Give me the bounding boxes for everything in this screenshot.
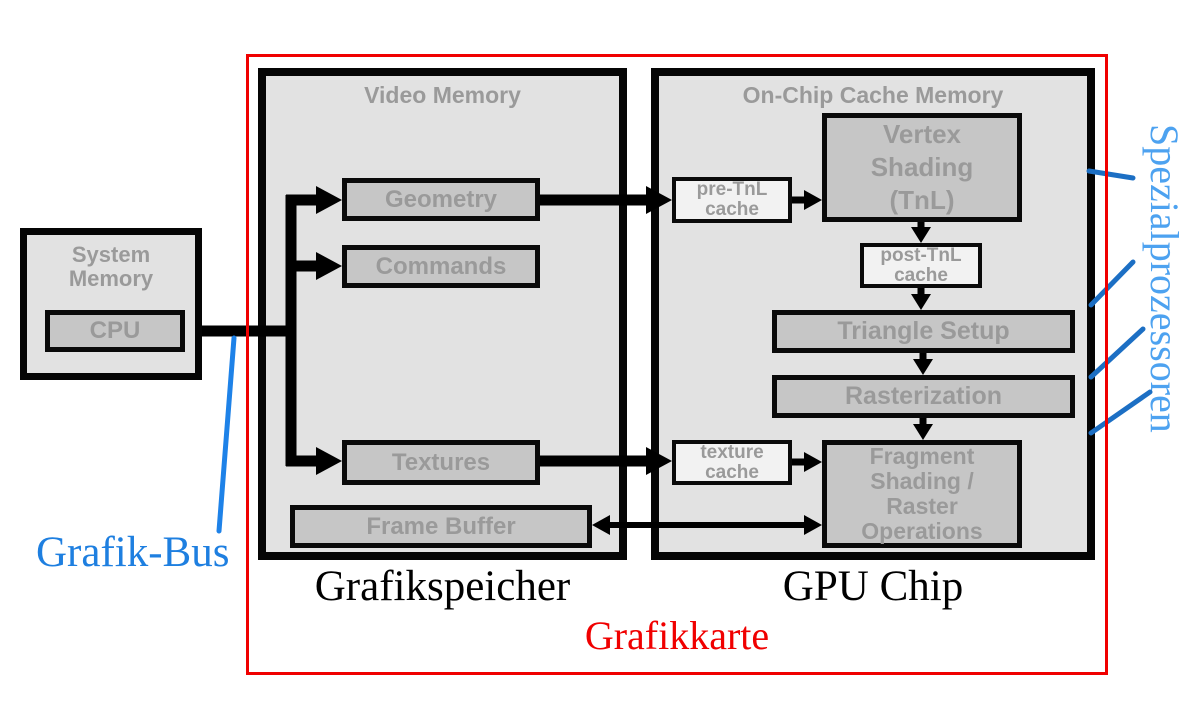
pre-tnl-cache-box: pre-TnL cache [672, 177, 792, 223]
geometry-box: Geometry [342, 178, 540, 221]
frame-buffer-box: Frame Buffer [290, 505, 592, 548]
post-tnl-cache-box: post-TnL cache [860, 243, 982, 288]
gpu-chip-title: On-Chip Cache Memory [742, 82, 1004, 108]
cpu-box: CPU [45, 310, 185, 352]
rasterization-box: Rasterization [772, 375, 1075, 418]
textures-box: Textures [342, 440, 540, 485]
grafik-bus-pointer-line [219, 338, 234, 531]
grafik-bus-label: Grafik-Bus [36, 529, 230, 576]
grafikspeicher-caption: Grafikspeicher [314, 563, 571, 610]
commands-box: Commands [342, 245, 540, 288]
triangle-setup-box: Triangle Setup [772, 310, 1075, 353]
grafikkarte-caption: Grafikkarte [584, 613, 770, 658]
vertex-shading-box: Vertex Shading (TnL) [822, 113, 1022, 222]
gpu-chip-caption: GPU Chip [782, 563, 964, 610]
fragment-shading-box: Fragment Shading / Raster Operations [822, 440, 1022, 548]
video-memory-title: Video Memory [364, 82, 521, 108]
spezialprozessoren-label: Spezialprozessoren [1142, 123, 1187, 433]
system-memory-title: System Memory [68, 242, 154, 291]
texture-cache-box: texture cache [672, 440, 792, 485]
grafikkarte-frame [246, 54, 1108, 675]
